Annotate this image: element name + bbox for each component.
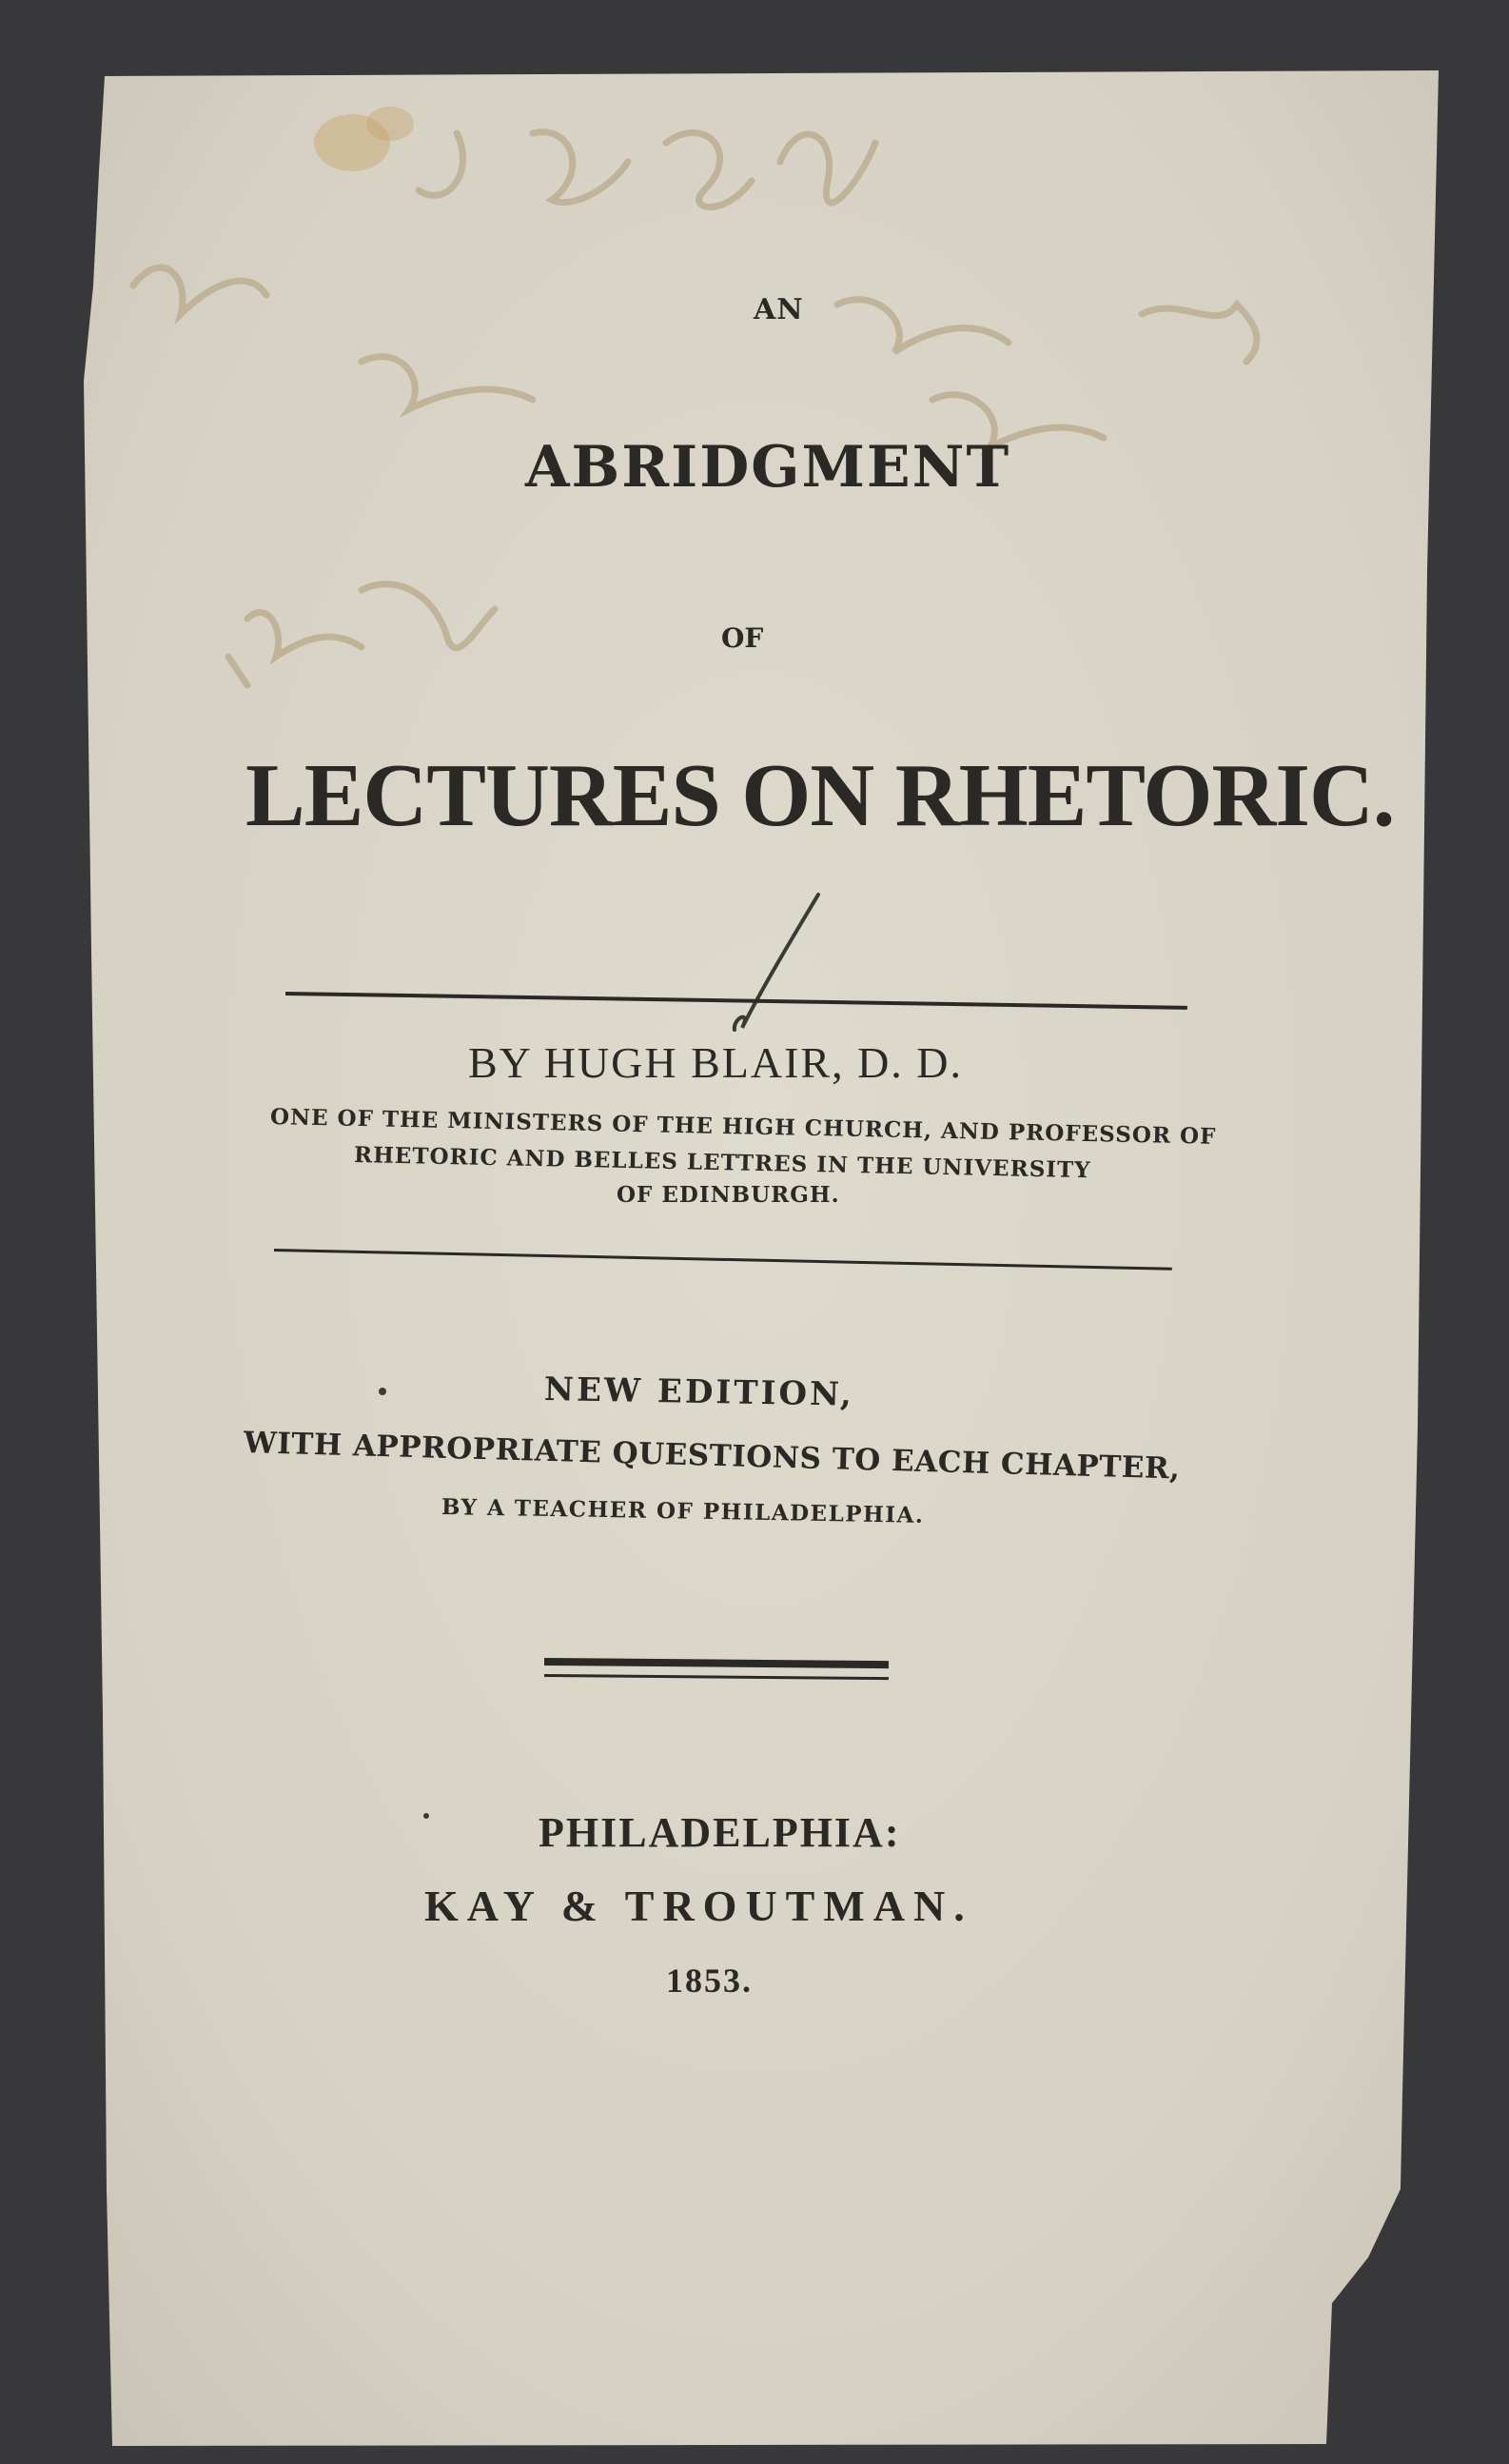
edition-line: NEW EDITION, (543, 1370, 855, 1414)
author-line: BY HUGH BLAIR, D. D. (468, 1038, 964, 1087)
title-line-abridgment: ABRIDGMENT (525, 434, 1011, 501)
imprint-year: 1853. (666, 1961, 753, 2000)
author-credential-line: ONE OF THE MINISTERS OF THE HIGH CHURCH, AND PROFESSOR OF (269, 1104, 1217, 1150)
title-preposition: OF (721, 622, 764, 654)
imprint-publisher: KAY & TROUTMAN. (424, 1882, 973, 1930)
teacher-line: BY A TEACHER OF PHILADELPHIA. (441, 1494, 925, 1528)
main-title: LECTURES ON RHETORIC. (245, 746, 1395, 845)
questions-line: WITH APPROPRIATE QUESTIONS TO EACH CHAPTER, (243, 1426, 1181, 1487)
author-credential-line: OF EDINBURGH. (617, 1182, 840, 1208)
foxing-stain (366, 107, 414, 141)
title-article: AN (754, 293, 804, 326)
imprint-city: PHILADELPHIA: (539, 1809, 901, 1856)
author-credential-line: RHETORIC AND BELLES LETTRES IN THE UNIVERSITY (353, 1142, 1091, 1184)
